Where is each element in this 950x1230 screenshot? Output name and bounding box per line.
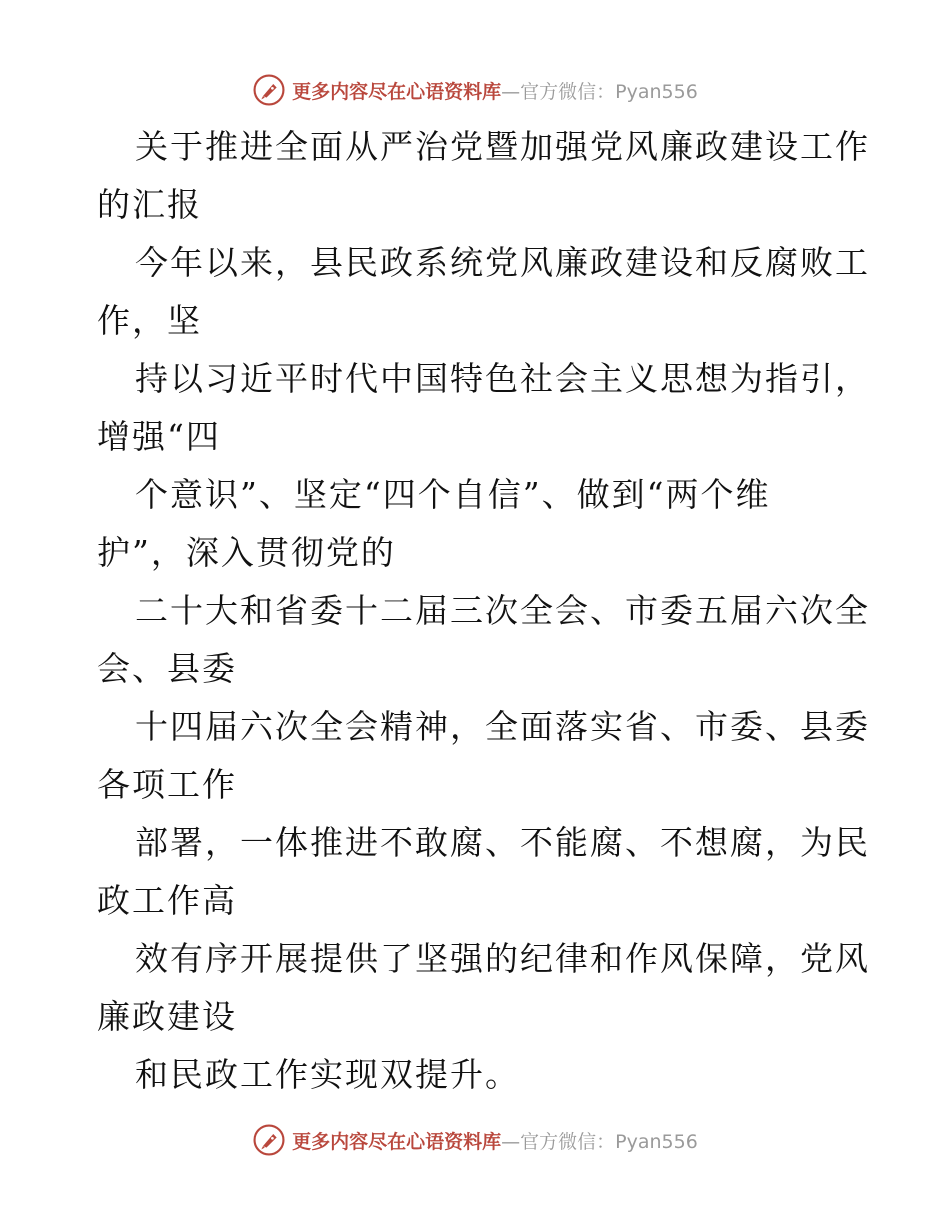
watermark-wechat: —官方微信：Pyan556 <box>501 1130 698 1153</box>
pen-nib-logo-icon <box>252 73 286 107</box>
document-text-line: 增强“四 <box>97 417 221 456</box>
document-text-line: 部署，一体推进不敢腐、不能腐、不想腐，为民 <box>135 823 870 862</box>
watermark-banner-top <box>0 70 950 110</box>
document-text-line: 二十大和省委十二届三次全会、市委五届六次全 <box>135 591 870 630</box>
document-text-line: 廉政建设 <box>97 997 237 1036</box>
watermark-text <box>292 77 698 104</box>
watermark-wechat: —官方微信：Pyan556 <box>501 80 698 103</box>
watermark-text <box>292 1127 698 1154</box>
document-text-line: 今年以来，县民政系统党风廉政建设和反腐败工 <box>135 243 870 282</box>
document-title-line-2: 的汇报 <box>97 185 202 224</box>
document-text-line: 政工作高 <box>97 881 237 920</box>
document-text-line: 各项工作 <box>97 765 237 804</box>
watermark-banner-bottom <box>0 1120 950 1160</box>
document-text-line: 会、县委 <box>97 649 237 688</box>
document-text-line: 个意识”、坚定“四个自信”、做到“两个维 <box>135 475 771 514</box>
watermark-brand: 更多内容尽在心语资料库 <box>292 1130 502 1153</box>
document-text-line: 护”，深入贯彻党的 <box>97 533 396 572</box>
document-title-line-1: 关于推进全面从严治党暨加强党风廉政建设工作 <box>135 127 870 166</box>
document-text-line: 作，坚 <box>97 301 202 340</box>
document-text-line: 效有序开展提供了坚强的纪律和作风保障，党风 <box>135 939 870 978</box>
document-text-line: 和民政工作实现双提升。 <box>135 1055 520 1094</box>
document-body <box>97 118 870 1104</box>
document-text-line: 持以习近平时代中国特色社会主义思想为指引， <box>135 359 870 398</box>
document-text-line: 十四届六次全会精神，全面落实省、市委、县委 <box>135 707 870 746</box>
pen-nib-logo-icon <box>252 1123 286 1157</box>
watermark-brand: 更多内容尽在心语资料库 <box>292 80 502 103</box>
